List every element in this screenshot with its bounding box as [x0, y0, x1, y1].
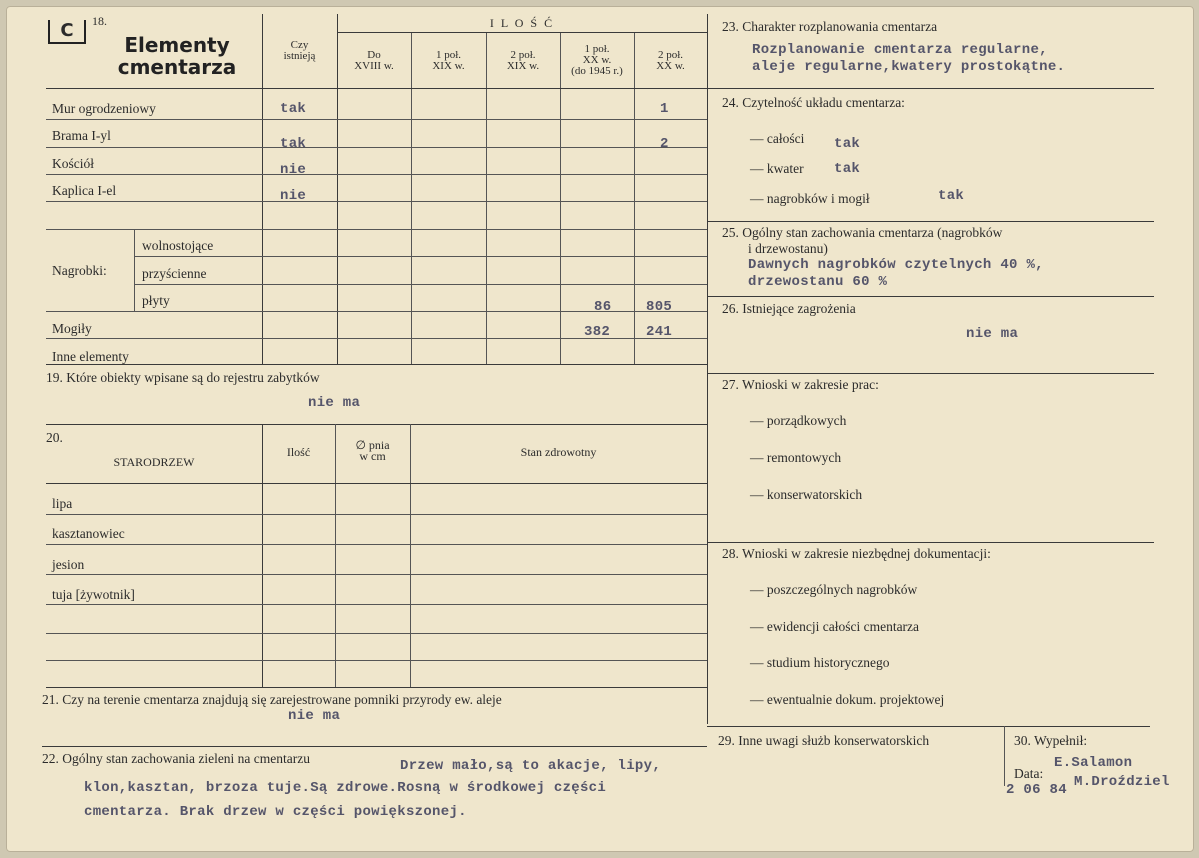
- tree-lipa: lipa: [52, 496, 73, 511]
- row-label-mur: Mur ogrodzeniowy: [52, 101, 156, 116]
- nagrobki-plyty: płyty: [142, 293, 170, 308]
- q28-nagrobkow: — poszczególnych nagrobków: [750, 582, 918, 597]
- header-2pol-xx: 2 poł. XX w.: [656, 49, 685, 72]
- q30-data-label: Data:: [1014, 766, 1044, 781]
- row-exists-mur: tak: [280, 101, 307, 117]
- row-exists-kosciol: nie: [280, 162, 307, 178]
- q21-answer: nie ma: [288, 708, 341, 724]
- q27-remontowych: — remontowych: [750, 450, 842, 465]
- q23-label: 23. Charakter rozplanowania cmentarza: [722, 19, 938, 34]
- q28-label: 28. Wnioski w zakresie niezbędnej dokumentacji:: [722, 546, 991, 561]
- q24-label: 24. Czytelność układu cmentarza:: [722, 95, 905, 110]
- tree-jesion: jesion: [52, 557, 85, 572]
- q22-label: 22. Ogólny stan zachowania zieleni na cmentarzu: [42, 751, 311, 766]
- q24-calosci-label: — całości: [750, 131, 805, 146]
- q23-answer-line2: aleje regularne,kwatery prostokątne.: [752, 59, 1066, 75]
- q25-label-line1: 25. Ogólny stan zachowania cmentarza (nagrobków: [722, 225, 1003, 240]
- q24-kwater-answer: tak: [834, 161, 861, 177]
- inventory-card: [6, 6, 1194, 852]
- q30-label: 30. Wypełnił:: [1014, 733, 1088, 748]
- q30-name1: E.Salamon: [1054, 755, 1133, 771]
- q27-label: 27. Wnioski w zakresie prac:: [722, 377, 879, 392]
- section-number: 18.: [92, 14, 107, 28]
- section-letter-box: C: [48, 20, 86, 44]
- q20-number: 20.: [46, 430, 63, 445]
- plyty-2pol-xx: 805: [646, 299, 673, 315]
- row-exists-kaplica: nie: [280, 188, 307, 204]
- q24-calosci-answer: tak: [834, 136, 861, 152]
- tree-tuja: tuja [żywotnik]: [52, 587, 135, 602]
- row-count-mur: 1: [660, 101, 669, 117]
- header-stan-zdrowotny: Stan zdrowotny: [520, 445, 597, 459]
- q29-label: 29. Inne uwagi służb konserwatorskich: [718, 733, 930, 748]
- mogily-2pol-xx: 241: [646, 324, 673, 340]
- mogily-label: Mogiły: [52, 321, 92, 336]
- q22-answer-line1: Drzew mało,są to akacje, lipy,: [400, 758, 662, 774]
- q30-date: 2 06 84: [1006, 782, 1067, 798]
- nagrobki-label: Nagrobki:: [52, 263, 107, 278]
- q24-nagrobki-answer: tak: [938, 188, 965, 204]
- q24-nagrobki-label: — nagrobków i mogił: [750, 191, 870, 206]
- q26-answer: nie ma: [966, 326, 1019, 342]
- inne-elementy-label: Inne elementy: [52, 349, 129, 364]
- q28-studium: — studium historycznego: [750, 655, 890, 670]
- q23-answer-line1: Rozplanowanie cmentarza regularne,: [752, 42, 1048, 58]
- q25-answer-line2: drzewostanu 60 %: [748, 274, 888, 290]
- tree-kasztanowiec: kasztanowiec: [52, 526, 125, 541]
- q27-konserwatorskich: — konserwatorskich: [750, 487, 863, 502]
- header-do-xviii: Do XVIII w.: [354, 49, 394, 72]
- header-ilosc-drzew: Ilość: [286, 445, 311, 459]
- nagrobki-wolnostojace: wolnostojące: [142, 238, 214, 253]
- nagrobki-przyscienne: przyścienne: [142, 266, 207, 281]
- q30-name2: M.Droździel: [1074, 774, 1170, 790]
- q24-kwater-label: — kwater: [750, 161, 804, 176]
- q27-porzadkowych: — porządkowych: [750, 413, 847, 428]
- row-count-brama: 2: [660, 136, 669, 152]
- header-starodrzew: STARODRZEW: [113, 455, 195, 469]
- q25-answer-line1: Dawnych nagrobków czytelnych 40 %,: [748, 257, 1044, 273]
- row-label-kaplica: Kaplica I-el: [52, 183, 117, 198]
- q21-label: 21. Czy na terenie cmentarza znajdują się zarejestrowane pomniki przyrody ew. aleje: [42, 692, 502, 707]
- row-label-brama: Brama I-yl: [52, 128, 111, 143]
- header-ilosc: I L O Ś Ć: [489, 16, 555, 30]
- row-exists-brama: tak: [280, 136, 307, 152]
- q22-answer-line3: cmentarza. Brak drzew w części powiększonej.: [84, 804, 467, 820]
- mogily-1pol-xx: 382: [584, 324, 611, 340]
- q25-label-line2: i drzewostanu): [748, 241, 828, 256]
- q28-projektowej: — ewentualnie dokum. projektowej: [750, 692, 945, 707]
- q28-ewidencji: — ewidencji całości cmentarza: [750, 619, 920, 634]
- plyty-1pol-xx: 86: [594, 299, 612, 315]
- header-pnia: ∅ pnia w cm: [355, 438, 390, 463]
- header-czy-istnieja: Czy istnieją: [283, 39, 316, 62]
- q19-answer: nie ma: [308, 395, 361, 411]
- q26-label: 26. Istniejące zagrożenia: [722, 301, 856, 316]
- main-divider: [707, 14, 708, 724]
- q22-answer-line2: klon,kasztan, brzoza tuje.Są zdrowe.Rosną w środkowej części: [84, 780, 607, 796]
- header-1pol-xx: 1 poł. XX w. (do 1945 r.): [571, 43, 623, 77]
- row-label-kosciol: Kościół: [52, 156, 94, 171]
- q19-label: 19. Które obiekty wpisane są do rejestru zabytków: [46, 370, 320, 385]
- header-2pol-xix: 2 poł. XIX w.: [506, 49, 540, 72]
- section-title: Elementy cmentarza: [117, 33, 237, 79]
- header-1pol-xix: 1 poł. XIX w.: [432, 49, 465, 72]
